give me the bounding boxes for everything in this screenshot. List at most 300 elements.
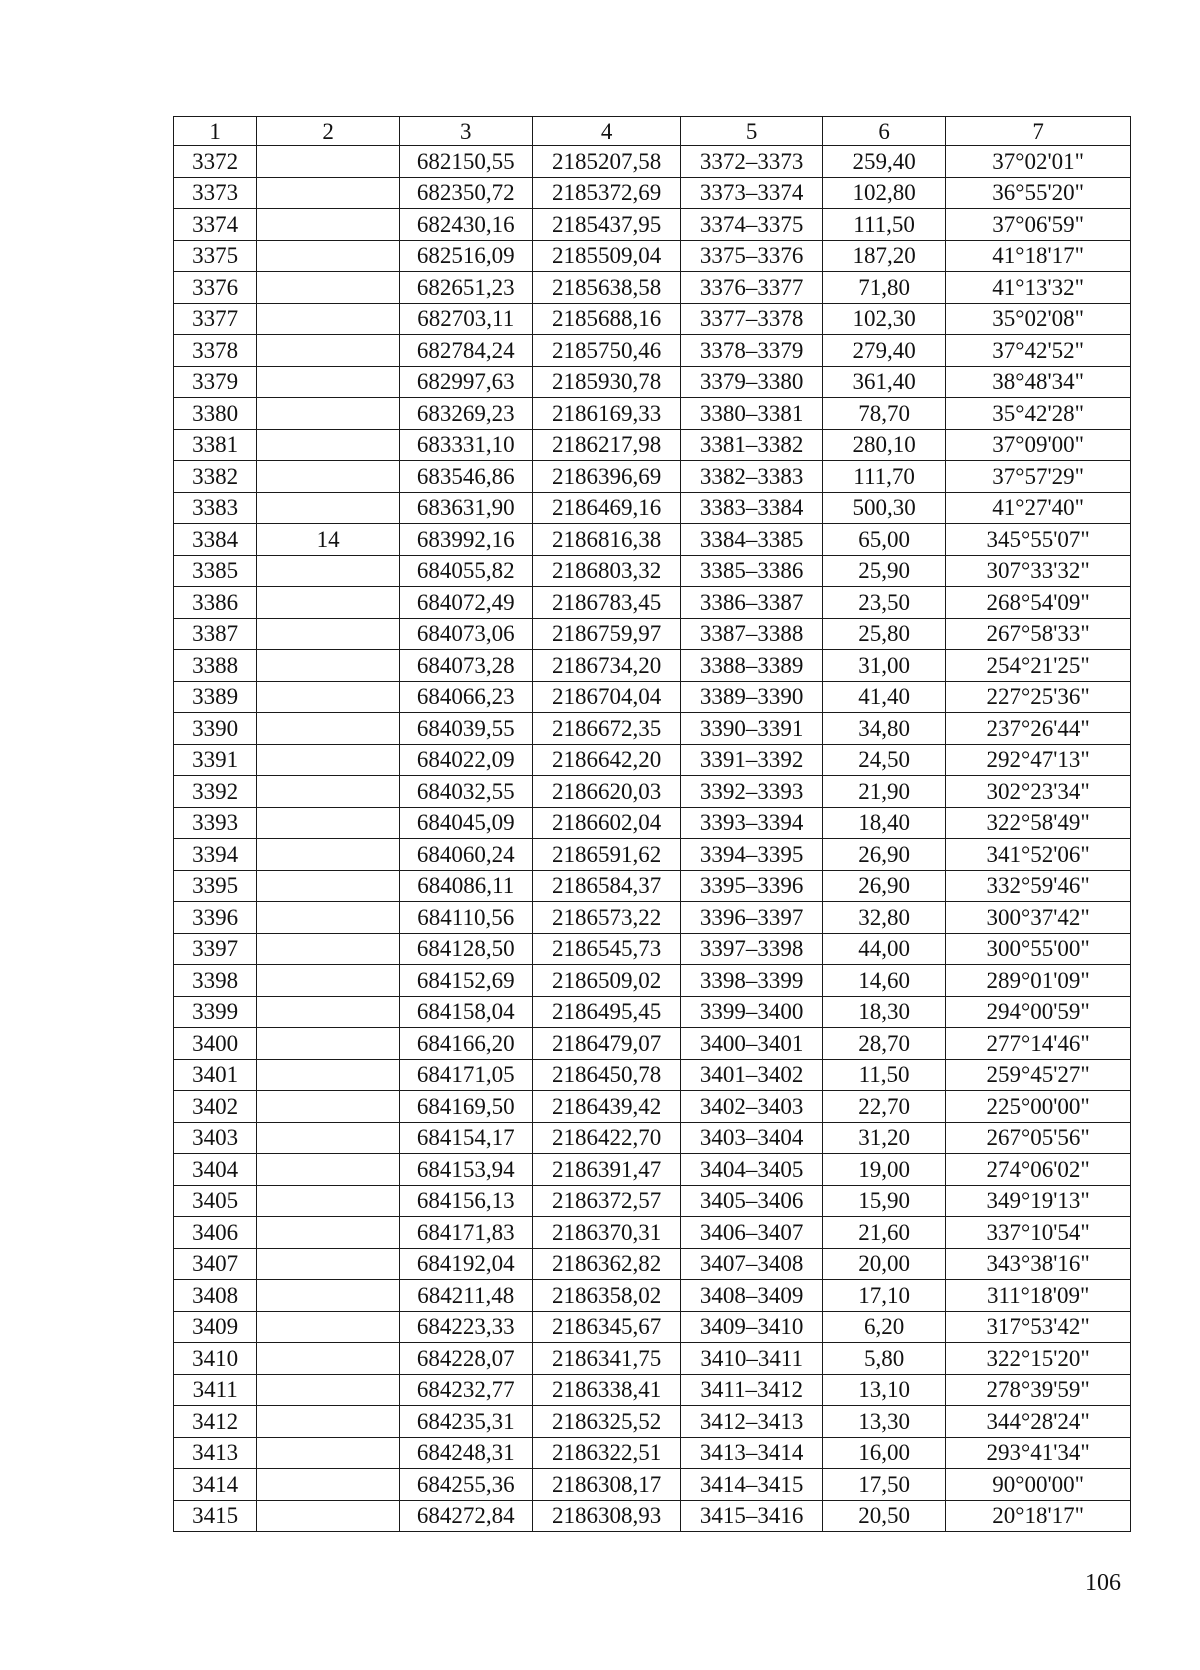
point-number-cell: 3403 [174, 1122, 257, 1154]
y-coordinate-cell: 2186396,69 [532, 461, 681, 493]
section-cell [257, 272, 399, 304]
y-coordinate-cell: 2186322,51 [532, 1437, 681, 1469]
length-cell: 25,80 [822, 618, 945, 650]
y-coordinate-cell: 2186734,20 [532, 650, 681, 682]
x-coordinate-cell: 684153,94 [399, 1154, 532, 1186]
point-number-cell: 3415 [174, 1500, 257, 1532]
y-coordinate-cell: 2186338,41 [532, 1374, 681, 1406]
bearing-cell: 37°42'52" [946, 335, 1131, 367]
bearing-cell: 341°52'06" [946, 839, 1131, 871]
point-number-cell: 3399 [174, 996, 257, 1028]
y-coordinate-cell: 2186783,45 [532, 587, 681, 619]
section-cell [257, 1154, 399, 1186]
section-cell: 14 [257, 524, 399, 556]
point-number-cell: 3377 [174, 303, 257, 335]
x-coordinate-cell: 684223,33 [399, 1311, 532, 1343]
point-number-cell: 3411 [174, 1374, 257, 1406]
length-cell: 259,40 [822, 146, 945, 178]
bearing-cell: 227°25'36" [946, 681, 1131, 713]
y-coordinate-cell: 2186672,35 [532, 713, 681, 745]
length-cell: 111,70 [822, 461, 945, 493]
table-row [174, 618, 1131, 650]
point-number-cell: 3380 [174, 398, 257, 430]
table-row [174, 1311, 1131, 1343]
x-coordinate-cell: 684039,55 [399, 713, 532, 745]
y-coordinate-cell: 2186479,07 [532, 1028, 681, 1060]
point-number-cell: 3407 [174, 1248, 257, 1280]
x-coordinate-cell: 684169,50 [399, 1091, 532, 1123]
y-coordinate-cell: 2186325,52 [532, 1406, 681, 1438]
segment-cell: 3374–3375 [681, 209, 822, 241]
y-coordinate-cell: 2185207,58 [532, 146, 681, 178]
x-coordinate-cell: 682516,09 [399, 240, 532, 272]
table-row [174, 1154, 1131, 1186]
x-coordinate-cell: 684232,77 [399, 1374, 532, 1406]
length-cell: 16,00 [822, 1437, 945, 1469]
x-coordinate-cell: 684248,31 [399, 1437, 532, 1469]
y-coordinate-cell: 2186308,93 [532, 1500, 681, 1532]
table-row [174, 1374, 1131, 1406]
x-coordinate-cell: 684073,06 [399, 618, 532, 650]
table-row [174, 713, 1131, 745]
segment-cell: 3383–3384 [681, 492, 822, 524]
length-cell: 65,00 [822, 524, 945, 556]
segment-cell: 3372–3373 [681, 146, 822, 178]
section-cell [257, 1343, 399, 1375]
table-header-row [174, 117, 1131, 146]
y-coordinate-cell: 2186439,42 [532, 1091, 681, 1123]
bearing-cell: 35°02'08" [946, 303, 1131, 335]
bearing-cell: 41°18'17" [946, 240, 1131, 272]
x-coordinate-cell: 682350,72 [399, 177, 532, 209]
y-coordinate-cell: 2186422,70 [532, 1122, 681, 1154]
length-cell: 17,10 [822, 1280, 945, 1312]
x-coordinate-cell: 684166,20 [399, 1028, 532, 1060]
segment-cell: 3395–3396 [681, 870, 822, 902]
table-row [174, 1280, 1131, 1312]
bearing-cell: 343°38'16" [946, 1248, 1131, 1280]
length-cell: 34,80 [822, 713, 945, 745]
x-coordinate-cell: 684156,13 [399, 1185, 532, 1217]
segment-cell: 3393–3394 [681, 807, 822, 839]
segment-cell: 3373–3374 [681, 177, 822, 209]
y-coordinate-cell: 2186545,73 [532, 933, 681, 965]
point-number-cell: 3382 [174, 461, 257, 493]
section-cell [257, 1469, 399, 1501]
segment-cell: 3411–3412 [681, 1374, 822, 1406]
segment-cell: 3379–3380 [681, 366, 822, 398]
x-coordinate-cell: 684110,56 [399, 902, 532, 934]
section-cell [257, 240, 399, 272]
bearing-cell: 38°48'34" [946, 366, 1131, 398]
point-number-cell: 3388 [174, 650, 257, 682]
point-number-cell: 3375 [174, 240, 257, 272]
segment-cell: 3414–3415 [681, 1469, 822, 1501]
length-cell: 18,40 [822, 807, 945, 839]
y-coordinate-cell: 2186620,03 [532, 776, 681, 808]
length-cell: 26,90 [822, 870, 945, 902]
bearing-cell: 237°26'44" [946, 713, 1131, 745]
segment-cell: 3390–3391 [681, 713, 822, 745]
table-row [174, 1091, 1131, 1123]
table-row [174, 965, 1131, 997]
x-coordinate-cell: 684228,07 [399, 1343, 532, 1375]
y-coordinate-cell: 2186584,37 [532, 870, 681, 902]
bearing-cell: 41°27'40" [946, 492, 1131, 524]
x-coordinate-cell: 684072,49 [399, 587, 532, 619]
table-row [174, 650, 1131, 682]
point-number-cell: 3390 [174, 713, 257, 745]
x-coordinate-cell: 684211,48 [399, 1280, 532, 1312]
table-row [174, 587, 1131, 619]
section-cell [257, 461, 399, 493]
table-row [174, 1185, 1131, 1217]
point-number-cell: 3392 [174, 776, 257, 808]
table-row [174, 398, 1131, 430]
point-number-cell: 3386 [174, 587, 257, 619]
table-row [174, 1469, 1131, 1501]
y-coordinate-cell: 2185688,16 [532, 303, 681, 335]
table-row [174, 1343, 1131, 1375]
segment-cell: 3392–3393 [681, 776, 822, 808]
length-cell: 14,60 [822, 965, 945, 997]
point-number-cell: 3374 [174, 209, 257, 241]
bearing-cell: 41°13'32" [946, 272, 1131, 304]
x-coordinate-cell: 682150,55 [399, 146, 532, 178]
segment-cell: 3396–3397 [681, 902, 822, 934]
table-row [174, 1500, 1131, 1532]
x-coordinate-cell: 684154,17 [399, 1122, 532, 1154]
x-coordinate-cell: 684086,11 [399, 870, 532, 902]
segment-cell: 3399–3400 [681, 996, 822, 1028]
x-coordinate-cell: 684060,24 [399, 839, 532, 871]
segment-cell: 3405–3406 [681, 1185, 822, 1217]
table-row [174, 807, 1131, 839]
bearing-cell: 268°54'09" [946, 587, 1131, 619]
segment-cell: 3386–3387 [681, 587, 822, 619]
length-cell: 13,10 [822, 1374, 945, 1406]
point-number-cell: 3376 [174, 272, 257, 304]
point-number-cell: 3391 [174, 744, 257, 776]
length-cell: 102,30 [822, 303, 945, 335]
bearing-cell: 300°55'00" [946, 933, 1131, 965]
y-coordinate-cell: 2186573,22 [532, 902, 681, 934]
y-coordinate-cell: 2185750,46 [532, 335, 681, 367]
y-coordinate-cell: 2186591,62 [532, 839, 681, 871]
y-coordinate-cell: 2186759,97 [532, 618, 681, 650]
length-cell: 19,00 [822, 1154, 945, 1186]
length-cell: 20,50 [822, 1500, 945, 1532]
segment-cell: 3400–3401 [681, 1028, 822, 1060]
point-number-cell: 3404 [174, 1154, 257, 1186]
column-header: 3 [399, 117, 532, 146]
x-coordinate-cell: 682651,23 [399, 272, 532, 304]
bearing-cell: 37°09'00" [946, 429, 1131, 461]
x-coordinate-cell: 684171,05 [399, 1059, 532, 1091]
y-coordinate-cell: 2185638,58 [532, 272, 681, 304]
section-cell [257, 209, 399, 241]
bearing-cell: 20°18'17" [946, 1500, 1131, 1532]
x-coordinate-cell: 683331,10 [399, 429, 532, 461]
bearing-cell: 311°18'09" [946, 1280, 1131, 1312]
length-cell: 111,50 [822, 209, 945, 241]
bearing-cell: 267°58'33" [946, 618, 1131, 650]
length-cell: 18,30 [822, 996, 945, 1028]
x-coordinate-cell: 684255,36 [399, 1469, 532, 1501]
table-row [174, 272, 1131, 304]
y-coordinate-cell: 2186308,17 [532, 1469, 681, 1501]
segment-cell: 3381–3382 [681, 429, 822, 461]
y-coordinate-cell: 2185372,69 [532, 177, 681, 209]
segment-cell: 3397–3398 [681, 933, 822, 965]
y-coordinate-cell: 2186495,45 [532, 996, 681, 1028]
segment-cell: 3389–3390 [681, 681, 822, 713]
segment-cell: 3377–3378 [681, 303, 822, 335]
column-header: 1 [174, 117, 257, 146]
section-cell [257, 1280, 399, 1312]
table-row [174, 1437, 1131, 1469]
point-number-cell: 3378 [174, 335, 257, 367]
section-cell [257, 177, 399, 209]
y-coordinate-cell: 2186370,31 [532, 1217, 681, 1249]
table-row [174, 146, 1131, 178]
table-row [174, 839, 1131, 871]
point-number-cell: 3397 [174, 933, 257, 965]
point-number-cell: 3413 [174, 1437, 257, 1469]
bearing-cell: 302°23'34" [946, 776, 1131, 808]
table-row [174, 303, 1131, 335]
section-cell [257, 870, 399, 902]
y-coordinate-cell: 2186345,67 [532, 1311, 681, 1343]
length-cell: 28,70 [822, 1028, 945, 1060]
length-cell: 21,90 [822, 776, 945, 808]
page-number: 106 [1085, 1570, 1121, 1596]
y-coordinate-cell: 2186469,16 [532, 492, 681, 524]
x-coordinate-cell: 684152,69 [399, 965, 532, 997]
length-cell: 31,20 [822, 1122, 945, 1154]
length-cell: 24,50 [822, 744, 945, 776]
bearing-cell: 37°02'01" [946, 146, 1131, 178]
table-row [174, 776, 1131, 808]
segment-cell: 3408–3409 [681, 1280, 822, 1312]
segment-cell: 3409–3410 [681, 1311, 822, 1343]
section-cell [257, 839, 399, 871]
section-cell [257, 429, 399, 461]
table-row [174, 996, 1131, 1028]
table-row [174, 461, 1131, 493]
point-number-cell: 3414 [174, 1469, 257, 1501]
y-coordinate-cell: 2186362,82 [532, 1248, 681, 1280]
y-coordinate-cell: 2185509,04 [532, 240, 681, 272]
table-row [174, 744, 1131, 776]
section-cell [257, 618, 399, 650]
segment-cell: 3380–3381 [681, 398, 822, 430]
bearing-cell: 317°53'42" [946, 1311, 1131, 1343]
segment-cell: 3413–3414 [681, 1437, 822, 1469]
length-cell: 11,50 [822, 1059, 945, 1091]
table-row [174, 902, 1131, 934]
length-cell: 5,80 [822, 1343, 945, 1375]
bearing-cell: 37°57'29" [946, 461, 1131, 493]
y-coordinate-cell: 2186509,02 [532, 965, 681, 997]
section-cell [257, 398, 399, 430]
section-cell [257, 776, 399, 808]
section-cell [257, 1028, 399, 1060]
section-cell [257, 681, 399, 713]
table-row [174, 933, 1131, 965]
x-coordinate-cell: 684066,23 [399, 681, 532, 713]
length-cell: 71,80 [822, 272, 945, 304]
segment-cell: 3406–3407 [681, 1217, 822, 1249]
table-row [174, 1122, 1131, 1154]
bearing-cell: 225°00'00" [946, 1091, 1131, 1123]
x-coordinate-cell: 683992,16 [399, 524, 532, 556]
column-header: 2 [257, 117, 399, 146]
x-coordinate-cell: 684235,31 [399, 1406, 532, 1438]
x-coordinate-cell: 684158,04 [399, 996, 532, 1028]
y-coordinate-cell: 2186358,02 [532, 1280, 681, 1312]
bearing-cell: 293°41'34" [946, 1437, 1131, 1469]
point-number-cell: 3412 [174, 1406, 257, 1438]
section-cell [257, 1091, 399, 1123]
point-number-cell: 3384 [174, 524, 257, 556]
x-coordinate-cell: 684032,55 [399, 776, 532, 808]
point-number-cell: 3393 [174, 807, 257, 839]
length-cell: 13,30 [822, 1406, 945, 1438]
column-header: 6 [822, 117, 945, 146]
column-header: 4 [532, 117, 681, 146]
table-row [174, 1028, 1131, 1060]
length-cell: 25,90 [822, 555, 945, 587]
point-number-cell: 3402 [174, 1091, 257, 1123]
x-coordinate-cell: 683269,23 [399, 398, 532, 430]
point-number-cell: 3400 [174, 1028, 257, 1060]
section-cell [257, 1059, 399, 1091]
table-row [174, 1059, 1131, 1091]
length-cell: 17,50 [822, 1469, 945, 1501]
point-number-cell: 3410 [174, 1343, 257, 1375]
y-coordinate-cell: 2186642,20 [532, 744, 681, 776]
section-cell [257, 933, 399, 965]
bearing-cell: 277°14'46" [946, 1028, 1131, 1060]
length-cell: 44,00 [822, 933, 945, 965]
length-cell: 6,20 [822, 1311, 945, 1343]
bearing-cell: 322°58'49" [946, 807, 1131, 839]
section-cell [257, 1500, 399, 1532]
table-row [174, 240, 1131, 272]
y-coordinate-cell: 2185930,78 [532, 366, 681, 398]
y-coordinate-cell: 2186803,32 [532, 555, 681, 587]
point-number-cell: 3409 [174, 1311, 257, 1343]
y-coordinate-cell: 2186217,98 [532, 429, 681, 461]
table-row [174, 177, 1131, 209]
bearing-cell: 254°21'25" [946, 650, 1131, 682]
bearing-cell: 344°28'24" [946, 1406, 1131, 1438]
segment-cell: 3407–3408 [681, 1248, 822, 1280]
table-row [174, 429, 1131, 461]
segment-cell: 3404–3405 [681, 1154, 822, 1186]
segment-cell: 3391–3392 [681, 744, 822, 776]
point-number-cell: 3395 [174, 870, 257, 902]
x-coordinate-cell: 682997,63 [399, 366, 532, 398]
length-cell: 23,50 [822, 587, 945, 619]
length-cell: 41,40 [822, 681, 945, 713]
table-row [174, 366, 1131, 398]
table-row [174, 335, 1131, 367]
bearing-cell: 35°42'28" [946, 398, 1131, 430]
bearing-cell: 294°00'59" [946, 996, 1131, 1028]
length-cell: 26,90 [822, 839, 945, 871]
length-cell: 78,70 [822, 398, 945, 430]
point-number-cell: 3385 [174, 555, 257, 587]
section-cell [257, 1374, 399, 1406]
segment-cell: 3378–3379 [681, 335, 822, 367]
section-cell [257, 366, 399, 398]
point-number-cell: 3373 [174, 177, 257, 209]
length-cell: 187,20 [822, 240, 945, 272]
column-header: 7 [946, 117, 1131, 146]
y-coordinate-cell: 2186391,47 [532, 1154, 681, 1186]
y-coordinate-cell: 2186602,04 [532, 807, 681, 839]
table-row [174, 555, 1131, 587]
point-number-cell: 3381 [174, 429, 257, 461]
point-number-cell: 3394 [174, 839, 257, 871]
section-cell [257, 807, 399, 839]
point-number-cell: 3408 [174, 1280, 257, 1312]
table-row [174, 492, 1131, 524]
section-cell [257, 1185, 399, 1217]
length-cell: 20,00 [822, 1248, 945, 1280]
table-row [174, 1406, 1131, 1438]
segment-cell: 3384–3385 [681, 524, 822, 556]
x-coordinate-cell: 683546,86 [399, 461, 532, 493]
column-header: 5 [681, 117, 822, 146]
segment-cell: 3388–3389 [681, 650, 822, 682]
y-coordinate-cell: 2186816,38 [532, 524, 681, 556]
length-cell: 102,80 [822, 177, 945, 209]
x-coordinate-cell: 684272,84 [399, 1500, 532, 1532]
bearing-cell: 322°15'20" [946, 1343, 1131, 1375]
segment-cell: 3401–3402 [681, 1059, 822, 1091]
x-coordinate-cell: 682430,16 [399, 209, 532, 241]
point-number-cell: 3405 [174, 1185, 257, 1217]
length-cell: 21,60 [822, 1217, 945, 1249]
segment-cell: 3402–3403 [681, 1091, 822, 1123]
segment-cell: 3376–3377 [681, 272, 822, 304]
bearing-cell: 90°00'00" [946, 1469, 1131, 1501]
x-coordinate-cell: 682703,11 [399, 303, 532, 335]
table-row [174, 1248, 1131, 1280]
section-cell [257, 1122, 399, 1154]
bearing-cell: 274°06'02" [946, 1154, 1131, 1186]
table-row [174, 870, 1131, 902]
segment-cell: 3382–3383 [681, 461, 822, 493]
section-cell [257, 1406, 399, 1438]
length-cell: 15,90 [822, 1185, 945, 1217]
table-row [174, 524, 1131, 556]
length-cell: 31,00 [822, 650, 945, 682]
x-coordinate-cell: 684073,28 [399, 650, 532, 682]
bearing-cell: 292°47'13" [946, 744, 1131, 776]
y-coordinate-cell: 2186704,04 [532, 681, 681, 713]
bearing-cell: 278°39'59" [946, 1374, 1131, 1406]
section-cell [257, 1217, 399, 1249]
bearing-cell: 37°06'59" [946, 209, 1131, 241]
segment-cell: 3415–3416 [681, 1500, 822, 1532]
point-number-cell: 3396 [174, 902, 257, 934]
table-row [174, 1217, 1131, 1249]
section-cell [257, 996, 399, 1028]
